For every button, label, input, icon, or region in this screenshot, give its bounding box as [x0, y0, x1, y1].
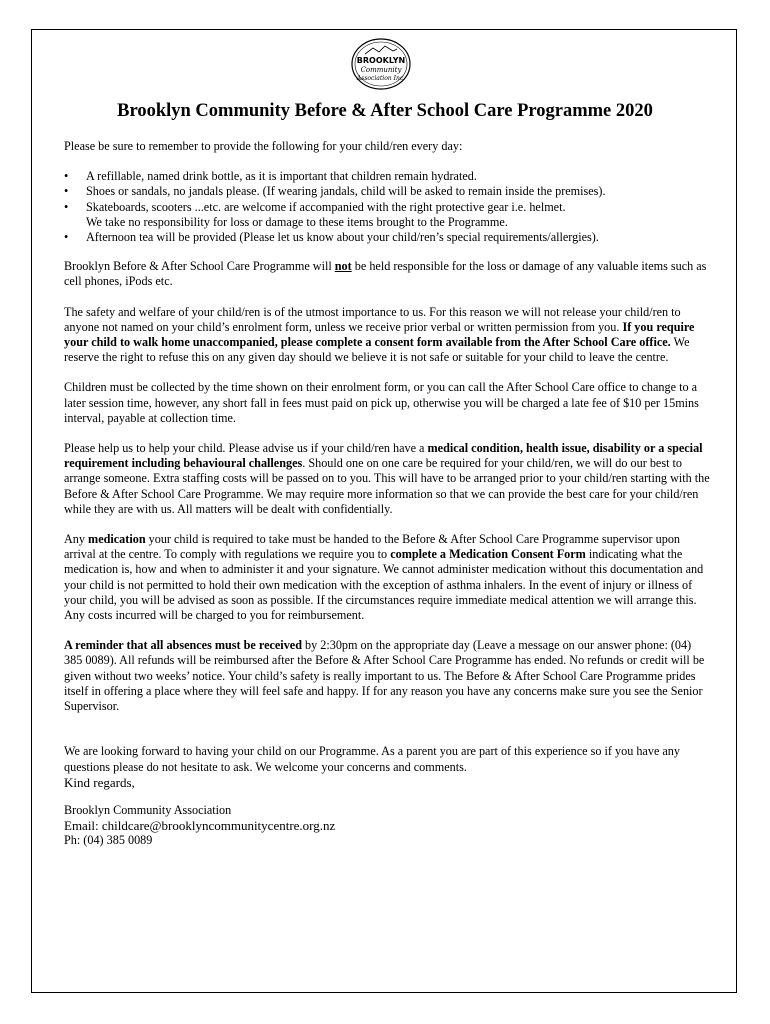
- medication-text: your child is required to take must be handed to the Before & After School Care Programme supervisor upon arrival at the centre. To comply with regulations we require you to: [64, 532, 681, 562]
- intro-text: Please be sure to remember to provide the following for your child/ren every day:: [64, 139, 463, 153]
- letter-body: [64, 139, 710, 849]
- logo-line-2: Community: [360, 66, 402, 74]
- bullet-icon: •: [64, 169, 69, 184]
- liability-paragraph: [64, 259, 710, 289]
- medication-text: Any: [64, 532, 89, 547]
- absences-text: by 2:30pm on the appropriate day (Leave a message on our answer phone: (04) 385 0089). All refunds will be reimbursed after the Before & After School Care Programme has ended. No refunds or credit will be given without two weeks’ notice. Your child’s safety is really important to us. The Before & After School Care Programme prides itself in offering a place where they will feel safe and happy. If for any reason you have any concerns make sure you see the Senior Supervisor.: [64, 638, 705, 714]
- medication-bold-text: medication: [88, 532, 146, 547]
- medical-paragraph: [64, 441, 710, 517]
- list-item: [64, 230, 710, 245]
- bullet-icon: •: [64, 230, 69, 245]
- safety-bold-text: If you require your child to walk home unaccompanied, please complete a consent form available from the After School Care office.: [64, 319, 695, 350]
- signature-phone: Ph: (04) 385 0089: [64, 833, 153, 848]
- logo-line-3: Association Inc.: [356, 75, 406, 82]
- collection-paragraph: Children must be collected by the time shown on their enrolment form, or you can call the After School Care office to change to a later session time, however, any short fall in fees must paid on pick up, otherwise you will be charged a late fee of $10 per 15mins interval, payable at collection time.: [64, 380, 699, 425]
- medication-bold-text: complete a Medication Consent Form: [390, 547, 586, 562]
- brooklyn-community-logo: [349, 36, 413, 92]
- absences-paragraph: [64, 638, 710, 714]
- absences-bold-text: A reminder that all absences must be received: [64, 638, 302, 653]
- liability-emphasis: not: [334, 259, 352, 274]
- list-item-text: A refillable, named drink bottle, as it is important that children remain hydrated.: [86, 169, 477, 184]
- kind-regards: Kind regards,: [64, 774, 135, 790]
- medical-bold-text: medical condition, health issue, disability or a special requirement including behavioural challenges: [64, 441, 703, 471]
- signature-email: Email: childcare@brooklyncommunitycentre.org.nz: [64, 818, 336, 834]
- safety-paragraph: [64, 305, 710, 366]
- safety-text: The safety and welfare of your child/ren is of the utmost importance to us. For this reason we will not release your child/ren to anyone not named on your child’s enrolment form, unless we receive prior verbal or written permission from you.: [64, 304, 681, 334]
- signature-org: Brooklyn Community Association: [64, 802, 232, 817]
- requirements-list: [64, 169, 710, 245]
- logo-line-1: BROOKLYN: [356, 56, 406, 65]
- liability-text: be held responsible for the loss or damage of any valuable items such as cell phones, iPods etc.: [64, 259, 707, 289]
- list-item-text: Afternoon tea will be provided (Please let us know about your child/ren’s special requirements/allergies).: [86, 230, 599, 245]
- list-item: [64, 169, 710, 184]
- list-item-text: We take no responsibility for loss or damage to these items brought to the Programme.: [86, 214, 508, 229]
- medical-text: Please help us to help your child. Please advise us if your child/ren have a: [64, 441, 428, 456]
- list-item: [64, 184, 710, 199]
- liability-text: Brooklyn Before & After School Care Programme will: [64, 259, 335, 274]
- medical-text: . Should one on one care be required for your child/ren, we will do our best to arrange someone. Extra staffing costs will be passed on to you. This will have to be arranged prior to your child/ren starting with the Before & After School Care Programme. We may require more information so that we can provide the best care for your child/ren while they are with us. All matters will be dealt with confidentially.: [64, 456, 710, 516]
- bullet-icon: •: [64, 184, 69, 199]
- medication-paragraph: [64, 532, 710, 623]
- page-title: Brooklyn Community Before & After School Care Programme 2020: [117, 101, 653, 121]
- closing-paragraph: We are looking forward to having your child on our Programme. As a parent you are part of this experience so if you have any questions please do not hesitate to ask. We welcome your concerns and comments.: [64, 744, 680, 774]
- bullet-icon: •: [64, 199, 69, 214]
- list-item: [64, 200, 710, 230]
- medication-text: indicating what the medication is, how and when to administer it and your signature. We cannot administer medication without this documentation and your child is not permitted to hold their own medication with the exception of asthma inhalers. In the event of injury or illness of your child, you will be advised as soon as possible. If the circumstances require immediate medical attention we will arrange this. Any costs incurred will be charged to you for reimbursement.: [64, 547, 704, 623]
- safety-text: We reserve the right to refuse this on any given day should we believe it is not safe or suitable for your child to leave the centre.: [64, 335, 690, 365]
- list-item-text: Skateboards, scooters ...etc. are welcome if accompanied with the right protective gear i.e. helmet.: [86, 199, 566, 214]
- list-item-text: Shoes or sandals, no jandals please. (If wearing jandals, child will be asked to remain inside the premises).: [86, 184, 606, 199]
